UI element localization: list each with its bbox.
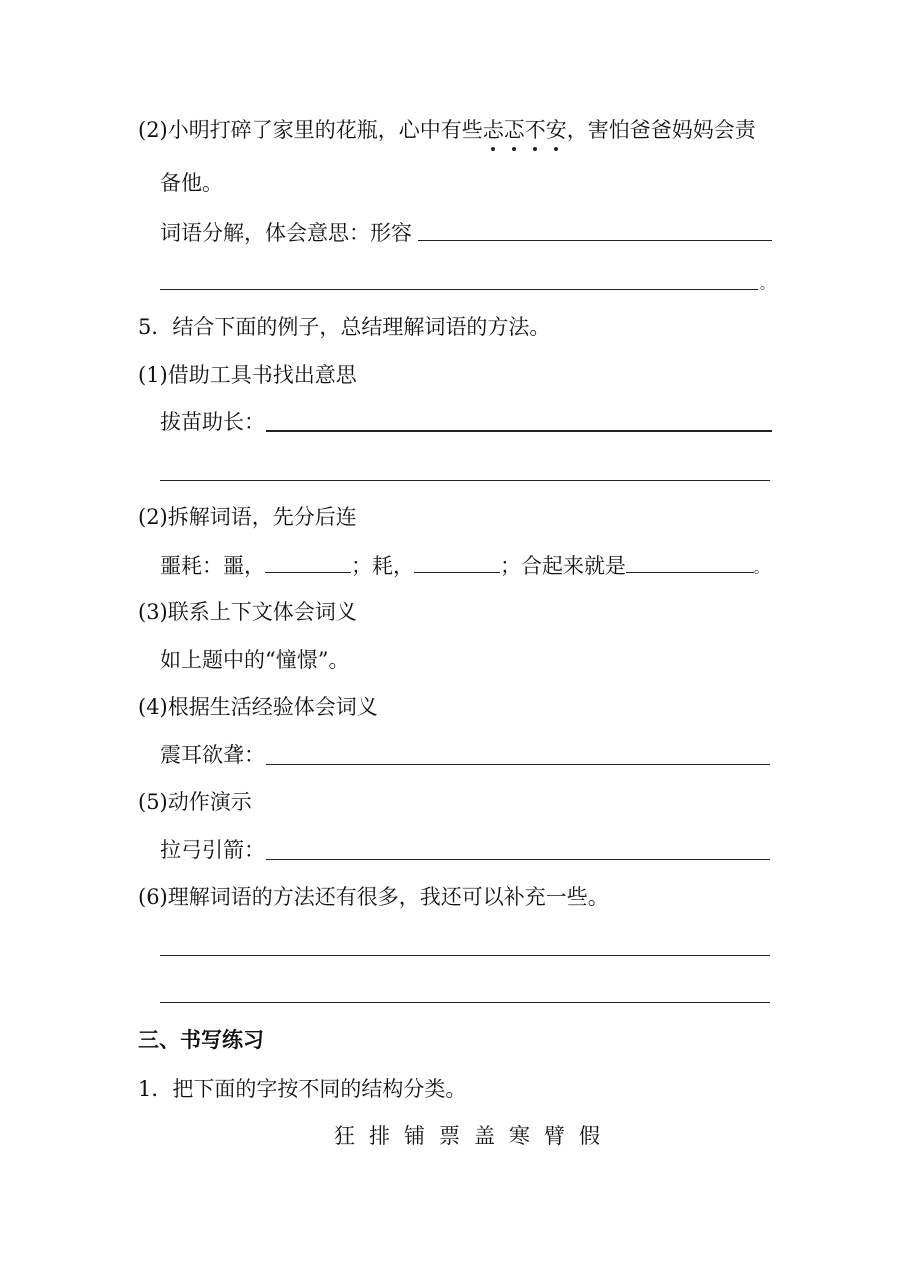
character-list (334, 1121, 614, 1151)
dotted-char: 安 (546, 115, 567, 145)
section3-title: 三、书写练习 (138, 1027, 264, 1052)
q4-item2-line1 (138, 115, 756, 145)
method2-word: 噩耗：噩， (160, 554, 265, 578)
q4-item2-prefix: (2)小明打碎了家里的花瓶，心中有些 (138, 118, 483, 142)
end-period: 。 (760, 277, 774, 293)
character: 假 (579, 1124, 600, 1148)
method3-text: 如上题中的“憧憬”。 (160, 648, 350, 672)
character: 盖 (474, 1124, 495, 1148)
answer-blank[interactable] (418, 240, 772, 241)
answer-blank[interactable] (160, 289, 758, 290)
method4-title: (4)根据生活经验体会词义 (138, 695, 378, 719)
q4-item2-suffix: ，害怕爸爸妈妈会责 (566, 118, 756, 142)
end-period: 。 (754, 561, 768, 577)
character: 臂 (544, 1124, 565, 1148)
answer-blank[interactable] (266, 430, 772, 432)
q4-item2-prompt: 词语分解，体会意思：形容 (160, 221, 412, 245)
character: 寒 (509, 1124, 530, 1148)
answer-blank[interactable] (414, 550, 500, 573)
answer-blank[interactable] (160, 955, 770, 956)
answer-blank[interactable] (160, 1002, 770, 1003)
dotted-char: 忐 (483, 115, 504, 145)
method5-title: (5)动作演示 (138, 790, 252, 814)
dotted-char: 忑 (504, 115, 525, 145)
method2-line (160, 550, 768, 584)
character: 狂 (334, 1124, 355, 1148)
method6-title: (6)理解词语的方法还有很多，我还可以补充一些。 (138, 885, 609, 909)
section3-q1-title: 1．把下面的字按不同的结构分类。 (138, 1077, 467, 1101)
method5-label: 拉弓引箭： (160, 838, 265, 862)
q5-title: 5．结合下面的例子，总结理解词语的方法。 (138, 315, 551, 339)
character: 排 (369, 1124, 390, 1148)
answer-blank[interactable] (265, 550, 351, 573)
q4-item2-line2: 备他。 (160, 171, 223, 195)
method2-sep2: ；合起来就是 (500, 554, 626, 578)
answer-blank[interactable] (160, 480, 770, 481)
answer-blank[interactable] (266, 764, 770, 765)
method1-label: 拔苗助长： (160, 410, 265, 434)
dotted-char: 不 (525, 115, 546, 145)
method1-title: (1)借助工具书找出意思 (138, 363, 357, 387)
emphasized-word (483, 115, 567, 145)
answer-blank[interactable] (626, 550, 754, 573)
method4-label: 震耳欲聋： (160, 743, 265, 767)
method2-title: (2)拆解词语，先分后连 (138, 505, 357, 529)
answer-blank[interactable] (266, 859, 770, 860)
character: 票 (439, 1124, 460, 1148)
character: 铺 (404, 1124, 425, 1148)
method3-title: (3)联系上下文体会词义 (138, 600, 357, 624)
method2-sep1: ；耗， (351, 554, 414, 578)
